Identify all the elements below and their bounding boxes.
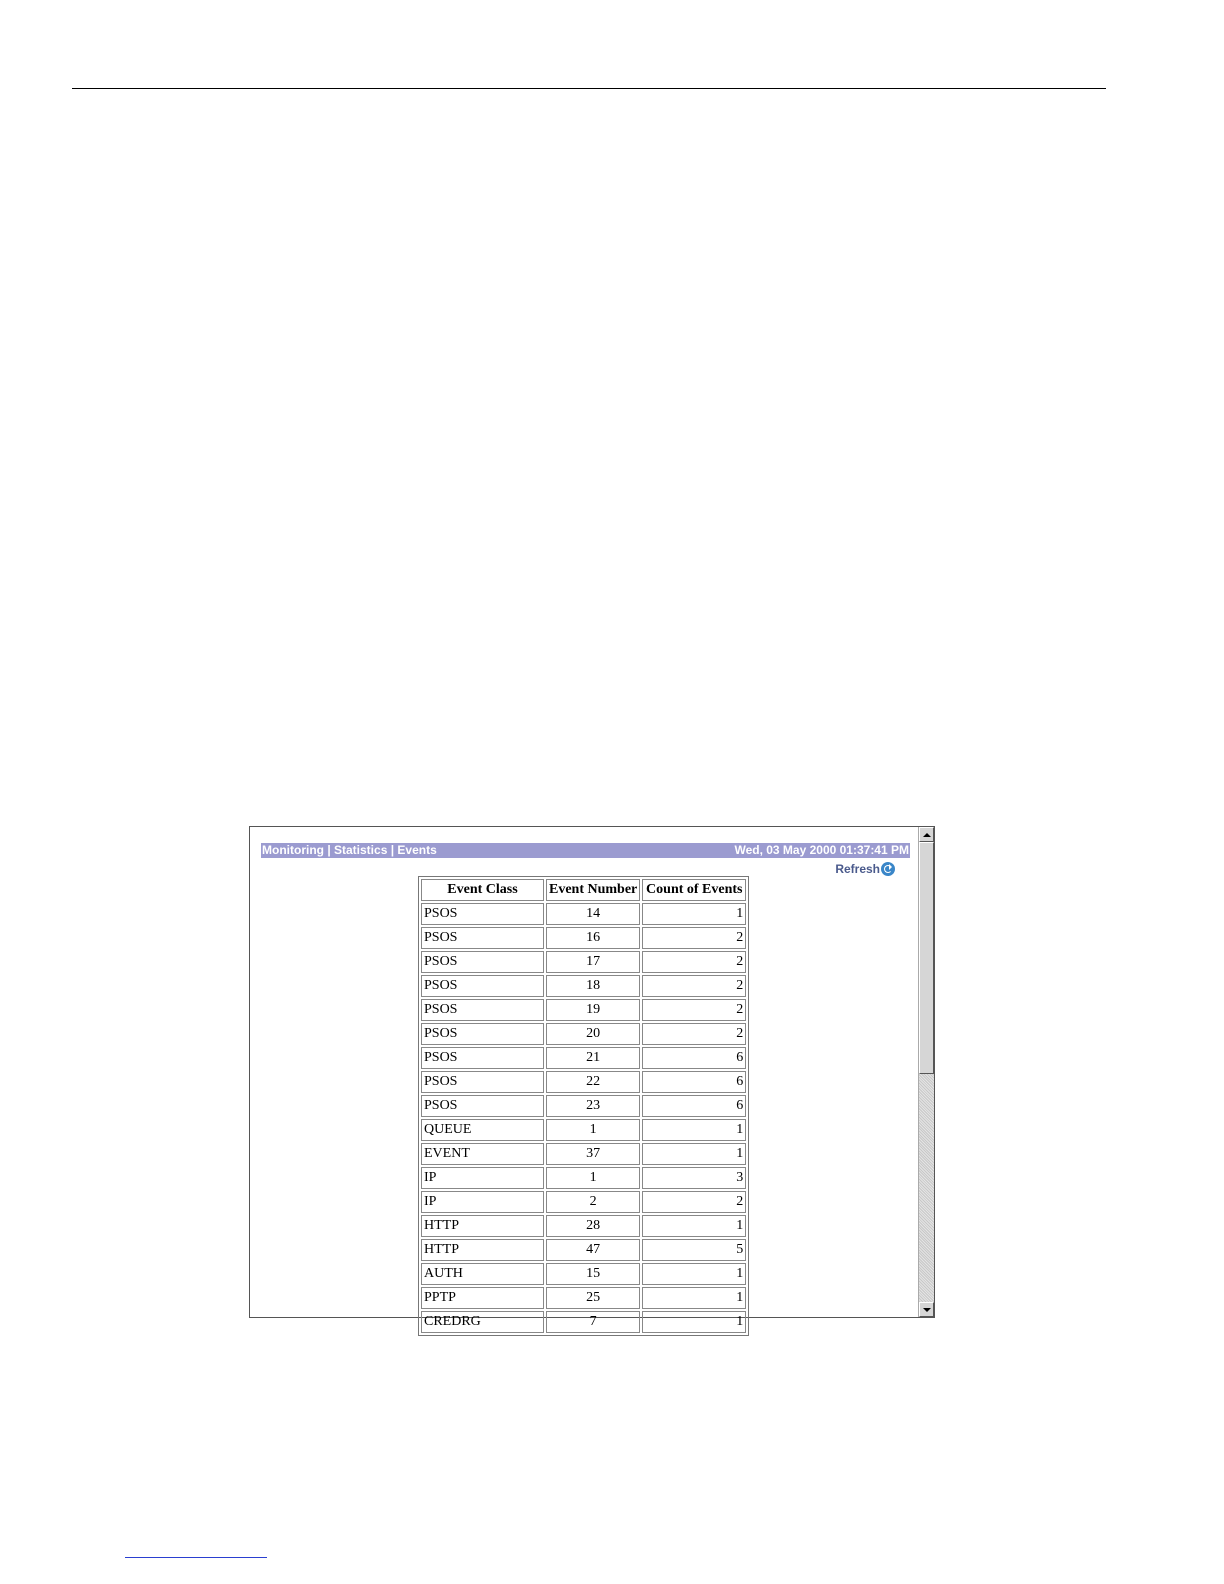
scroll-thumb[interactable] bbox=[919, 842, 934, 1074]
event-class-cell: HTTP bbox=[421, 1215, 544, 1237]
event-count-cell: 2 bbox=[642, 975, 746, 997]
event-count-cell: 3 bbox=[642, 1167, 746, 1189]
title-bar bbox=[261, 843, 910, 858]
event-count-cell: 5 bbox=[642, 1239, 746, 1261]
event-class-cell: EVENT bbox=[421, 1143, 544, 1165]
table-row bbox=[421, 1191, 746, 1213]
event-class-cell: QUEUE bbox=[421, 1119, 544, 1141]
refresh-button[interactable] bbox=[835, 860, 895, 877]
table-row bbox=[421, 999, 746, 1021]
table-row bbox=[421, 1311, 746, 1333]
table-row bbox=[421, 1167, 746, 1189]
page-header-rule bbox=[72, 88, 1106, 89]
event-count-cell: 2 bbox=[642, 1023, 746, 1045]
event-number-cell: 7 bbox=[546, 1311, 640, 1333]
table-row bbox=[421, 903, 746, 925]
table-row bbox=[421, 1071, 746, 1093]
scroll-up-button[interactable] bbox=[919, 827, 934, 842]
column-header-count-of-events: Count of Events bbox=[642, 879, 746, 901]
event-class-cell: IP bbox=[421, 1167, 544, 1189]
event-count-cell: 6 bbox=[642, 1095, 746, 1117]
event-number-cell: 1 bbox=[546, 1119, 640, 1141]
event-class-cell: PSOS bbox=[421, 951, 544, 973]
event-number-cell: 17 bbox=[546, 951, 640, 973]
event-count-cell: 1 bbox=[642, 1119, 746, 1141]
event-number-cell: 37 bbox=[546, 1143, 640, 1165]
refresh-icon bbox=[881, 862, 895, 876]
events-table-body bbox=[421, 903, 746, 1333]
event-number-cell: 1 bbox=[546, 1167, 640, 1189]
table-row bbox=[421, 975, 746, 997]
event-class-cell: PPTP bbox=[421, 1287, 544, 1309]
event-class-cell: PSOS bbox=[421, 1095, 544, 1117]
table-row bbox=[421, 927, 746, 949]
event-number-cell: 19 bbox=[546, 999, 640, 1021]
event-class-cell: IP bbox=[421, 1191, 544, 1213]
event-number-cell: 18 bbox=[546, 975, 640, 997]
event-number-cell: 15 bbox=[546, 1263, 640, 1285]
table-row bbox=[421, 1047, 746, 1069]
event-number-cell: 28 bbox=[546, 1215, 640, 1237]
scroll-down-button[interactable] bbox=[919, 1302, 934, 1317]
table-row bbox=[421, 1287, 746, 1309]
event-count-cell: 6 bbox=[642, 1071, 746, 1093]
table-row bbox=[421, 1119, 746, 1141]
footer-link-rule bbox=[125, 1557, 267, 1558]
table-row bbox=[421, 1215, 746, 1237]
event-count-cell: 2 bbox=[642, 927, 746, 949]
event-class-cell: AUTH bbox=[421, 1263, 544, 1285]
event-number-cell: 14 bbox=[546, 903, 640, 925]
event-class-cell: PSOS bbox=[421, 999, 544, 1021]
event-number-cell: 22 bbox=[546, 1071, 640, 1093]
table-header-row bbox=[421, 879, 746, 901]
event-count-cell: 6 bbox=[642, 1047, 746, 1069]
events-table bbox=[418, 876, 749, 1336]
browser-screenshot bbox=[249, 826, 935, 1329]
event-count-cell: 1 bbox=[642, 1311, 746, 1333]
event-class-cell: HTTP bbox=[421, 1239, 544, 1261]
table-row bbox=[421, 1263, 746, 1285]
table-row bbox=[421, 1023, 746, 1045]
event-count-cell: 2 bbox=[642, 999, 746, 1021]
arrow-down-icon bbox=[923, 1308, 931, 1312]
column-header-event-number: Event Number bbox=[546, 879, 640, 901]
event-class-cell: PSOS bbox=[421, 1071, 544, 1093]
table-row bbox=[421, 951, 746, 973]
event-number-cell: 2 bbox=[546, 1191, 640, 1213]
breadcrumb: Monitoring | Statistics | Events bbox=[262, 843, 437, 857]
event-count-cell: 1 bbox=[642, 1215, 746, 1237]
event-count-cell: 2 bbox=[642, 951, 746, 973]
event-class-cell: PSOS bbox=[421, 1023, 544, 1045]
event-number-cell: 23 bbox=[546, 1095, 640, 1117]
event-count-cell: 1 bbox=[642, 1143, 746, 1165]
event-class-cell: PSOS bbox=[421, 927, 544, 949]
event-number-cell: 16 bbox=[546, 927, 640, 949]
event-class-cell: PSOS bbox=[421, 903, 544, 925]
table-row bbox=[421, 1143, 746, 1165]
table-row bbox=[421, 1095, 746, 1117]
refresh-label: Refresh bbox=[835, 861, 880, 876]
vertical-scrollbar[interactable] bbox=[918, 827, 934, 1317]
event-count-cell: 2 bbox=[642, 1191, 746, 1213]
event-class-cell: PSOS bbox=[421, 1047, 544, 1069]
column-header-event-class: Event Class bbox=[421, 879, 544, 901]
event-count-cell: 1 bbox=[642, 1287, 746, 1309]
event-number-cell: 20 bbox=[546, 1023, 640, 1045]
table-row bbox=[421, 1239, 746, 1261]
event-number-cell: 21 bbox=[546, 1047, 640, 1069]
arrow-up-icon bbox=[923, 833, 931, 837]
page-viewport bbox=[250, 827, 918, 1329]
event-number-cell: 25 bbox=[546, 1287, 640, 1309]
timestamp: Wed, 03 May 2000 01:37:41 PM bbox=[734, 843, 909, 857]
event-count-cell: 1 bbox=[642, 1263, 746, 1285]
event-class-cell: CREDRG bbox=[421, 1311, 544, 1333]
event-count-cell: 1 bbox=[642, 903, 746, 925]
event-number-cell: 47 bbox=[546, 1239, 640, 1261]
event-class-cell: PSOS bbox=[421, 975, 544, 997]
